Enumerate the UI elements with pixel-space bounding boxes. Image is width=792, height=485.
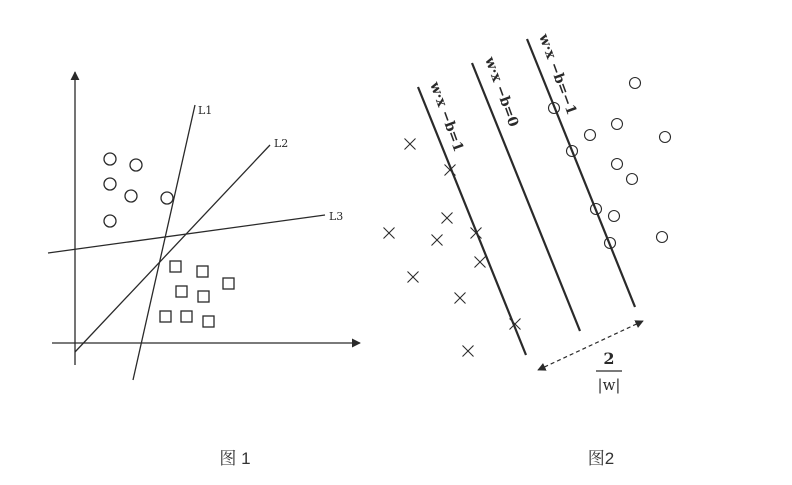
data-point-circle (612, 119, 623, 130)
data-point-cross (384, 228, 395, 239)
data-point-circle (630, 78, 641, 89)
data-point-circle (104, 215, 116, 227)
data-point-circle (609, 211, 620, 222)
data-point-square (160, 311, 171, 322)
data-point-square (181, 311, 192, 322)
margin-denominator: |w| (597, 376, 621, 394)
data-point-cross (455, 293, 466, 304)
data-point-cross (432, 235, 443, 246)
data-point-circle (130, 159, 142, 171)
data-point-square (198, 291, 209, 302)
label-margin-negative: w·x −b=−1 (535, 31, 580, 118)
data-point-square (203, 316, 214, 327)
data-point-circle (657, 232, 668, 243)
data-point-cross (463, 346, 474, 357)
data-point-circle (612, 159, 623, 170)
line-L3 (48, 215, 325, 253)
figure-2 (384, 39, 671, 370)
margin-width-arrow (538, 321, 643, 370)
label-decision-boundary: w·x −b=0 (481, 54, 522, 130)
data-point-circle (104, 153, 116, 165)
data-point-square (170, 261, 181, 272)
figure-1 (48, 72, 360, 380)
data-point-circle (104, 178, 116, 190)
line-L1 (133, 105, 195, 380)
data-point-circle (161, 192, 173, 204)
label-L3: L3 (329, 210, 344, 223)
figure-2-caption: 图2 (587, 449, 615, 468)
data-point-cross (442, 213, 453, 224)
data-point-circle (125, 190, 137, 202)
fig1-circle-class (104, 153, 173, 227)
data-point-square (223, 278, 234, 289)
fig1-square-class (160, 261, 234, 327)
margin-formula (596, 349, 622, 394)
label-L2: L2 (274, 137, 289, 150)
margin-line-negative (527, 39, 635, 307)
data-point-square (197, 266, 208, 277)
data-point-circle (585, 130, 596, 141)
figure-1-caption: 图 1 (219, 449, 251, 468)
data-point-cross (475, 257, 486, 268)
fig1-line-labels (198, 104, 343, 223)
data-point-circle (660, 132, 671, 143)
data-point-cross (405, 139, 416, 150)
label-margin-positive: w·x −b=1 (426, 79, 467, 155)
data-point-circle (627, 174, 638, 185)
margin-numerator: 2 (603, 349, 615, 368)
data-point-square (176, 286, 187, 297)
label-L1: L1 (198, 104, 213, 117)
fig2-line-labels (426, 31, 579, 154)
data-point-cross (408, 272, 419, 283)
line-L2 (75, 145, 270, 352)
